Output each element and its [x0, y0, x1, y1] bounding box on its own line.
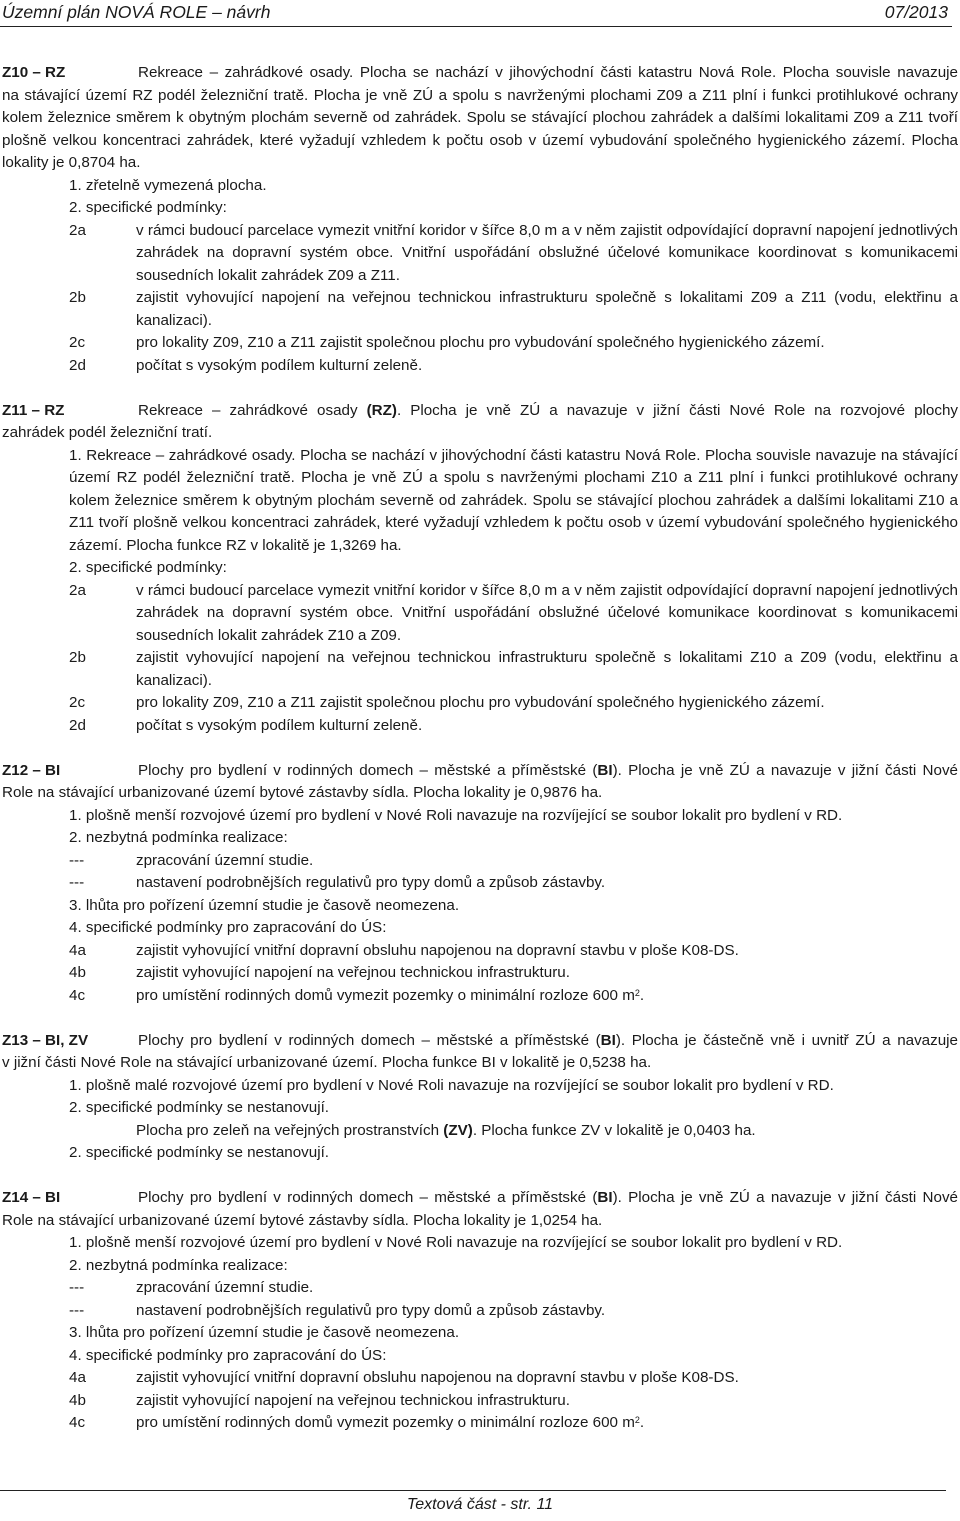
section-code: Z10 – RZ — [2, 64, 66, 81]
condition-4: 4. specifické podmínky pro zapracování do ÚS: — [69, 1346, 387, 1364]
item-key: 2b — [69, 649, 86, 666]
item-text: nastavení podrobnějších regulativů pro typy domů a způsob zástavby. — [136, 1301, 606, 1319]
condition-item — [2, 332, 958, 355]
condition-1: 1. plošně menší rozvojové území pro bydlení v Nové Roli navazuje na rozvíjející se soubor lokalit pro bydlení v RD. — [69, 1234, 843, 1251]
item-key: 4b — [69, 1391, 86, 1409]
item-key: 4b — [69, 964, 86, 981]
condition-3: 3. lhůta pro pořízení územní studie je časově neomezena. — [69, 1324, 460, 1341]
condition-item — [2, 940, 958, 963]
condition-item — [2, 580, 958, 648]
section-paragraph: v jižní části Nové Role na stávající urbanizované území. Plocha funkce BI v lokalitě je 0,5238 ha. — [2, 1054, 652, 1071]
section-heading — [2, 760, 958, 783]
document-date: 07/2013 — [884, 2, 948, 22]
condition-2b: 2. specifické podmínky se nestanovují. — [69, 1144, 330, 1161]
condition-2: 2. specifické podmínky: — [69, 559, 227, 576]
item-text: zajistit vyhovující napojení na veřejnou technickou infrastrukturu. — [136, 1391, 570, 1409]
section-paragraph: zahrádek podél železniční tratí. — [2, 424, 213, 441]
item-text: v rámci budoucí parcelace vymezit vnitřní koridor v šířce 8,0 m a v něm zajistit odpovídající dopravní napojení jednotlivých zahrádek na dopravní systém obce. Vnitřní uspořádání obslužné účelové komunikace koordinovat s komunikacemi sousedních lokalit zahrádek Z10 a Z09. — [136, 581, 958, 644]
condition-item — [2, 985, 958, 1008]
condition-item — [2, 962, 958, 985]
section-z12 — [2, 760, 958, 1008]
item-key: --- — [69, 1279, 85, 1296]
section-lead: Plochy pro bydlení v rodinných domech – městské a příměstské (BI). Plocha je vně ZÚ a navazuje v jižní části Nové — [138, 761, 958, 779]
page-number: Textová část - str. 11 — [406, 1496, 554, 1513]
item-key: 2a — [69, 221, 86, 239]
item-key: 4a — [69, 1369, 86, 1386]
item-key: 2d — [69, 716, 86, 734]
section-lead: Plochy pro bydlení v rodinných domech – městské a příměstské (BI). Plocha je částečně vně i uvnitř ZÚ a navazuje — [138, 1031, 958, 1049]
item-text: nastavení podrobnějších regulativů pro typy domů a způsob zástavby. — [136, 874, 606, 891]
section-heading — [2, 1187, 958, 1210]
section-heading — [2, 62, 958, 85]
document-title: Územní plán NOVÁ ROLE – návrh — [2, 2, 271, 22]
item-text: v rámci budoucí parcelace vymezit vnitřní koridor v šířce 8,0 m a v něm zajistit odpovídající dopravní napojení jednotlivých zahrádek na dopravní systém obce. Vnitřní uspořádání obslužné účelové komunikace koordinovat s komunikacemi sousedních lokalit zahrádek Z09 a Z11. — [136, 221, 958, 284]
item-key: 2b — [69, 289, 86, 306]
footer-divider — [0, 1490, 946, 1491]
condition-2: 2. specifické podmínky: — [69, 199, 227, 216]
item-key: 2d — [69, 356, 86, 374]
dash-item — [2, 1300, 958, 1323]
condition-item — [2, 692, 958, 715]
item-key: 2c — [69, 694, 86, 711]
condition-1: 1. plošně malé rozvojové území pro bydlení v Nové Roli navazuje na rozvíjející se soubor lokalit pro bydlení v RD. — [69, 1076, 834, 1094]
condition-item — [2, 647, 958, 692]
item-text: pro lokality Z09, Z10 a Z11 zajistit společnou plochu pro vybudování společného hygienického zázemí. — [136, 694, 825, 711]
item-key: --- — [69, 851, 85, 869]
item-key: 4a — [69, 941, 86, 959]
dash-item — [2, 850, 958, 873]
item-text: zajistit vyhovující napojení na veřejnou technickou infrastrukturu. — [136, 964, 570, 981]
page-content — [2, 62, 958, 1457]
section-paragraph: na stávající území RZ podél železniční tratě. Plocha je vně ZÚ a spolu s navrženými plochami Z09 a Z11 plní i funkci protihlukové ochrany kolem železnice směrem k obytným plochám severně od zahrádek. Spolu se stávající plochou zahrádek a dalšími lokalitami Z09 a Z11 tvoří plošně velkou koncentraci zahrádek, které vyžadují vzhledem k počtu osob v území vybudování společného hygienického zázemí. Plocha lokality je 0,8704 ha. — [2, 86, 958, 171]
section-code: Z14 – BI — [2, 1189, 61, 1206]
section-z13 — [2, 1030, 958, 1165]
item-key: 4c — [69, 986, 86, 1004]
section-paragraph: Role na stávající urbanizované území bytové zástavby sídla. Plocha lokality je 1,0254 ha. — [2, 1211, 603, 1229]
condition-2: 2. specifické podmínky se nestanovují. — [69, 1099, 330, 1116]
page-footer — [0, 1480, 960, 1521]
section-paragraph: Role na stávající urbanizované území bytové zástavby sídla. Plocha lokality je 0,9876 ha. — [2, 784, 603, 801]
item-text: zajistit vyhovující napojení na veřejnou technickou infrastrukturu společně s lokalitami Z10 a Z09 (vodu, elektřinu a kanalizaci). — [136, 649, 958, 689]
zv-paragraph: Plocha pro zeleň na veřejných prostranstvích (ZV). Plocha funkce ZV v lokalitě je 0,0403 ha. — [136, 1121, 756, 1139]
condition-1: 1. zřetelně vymezená plocha. — [69, 176, 267, 194]
item-text: pro umístění rodinných domů vymezit pozemky o minimální rozloze 600 $m^2$. — [136, 986, 645, 1004]
item-text: pro umístění rodinných domů vymezit pozemky o minimální rozloze 600 $m^2$. — [136, 1414, 645, 1431]
item-text: počítat s vysokým podílem kulturní zeleně. — [136, 716, 423, 734]
condition-4: 4. specifické podmínky pro zapracování do ÚS: — [69, 919, 387, 936]
item-text: zpracování územní studie. — [136, 851, 314, 869]
section-heading — [2, 1030, 958, 1053]
condition-item — [2, 220, 958, 288]
section-heading — [2, 400, 958, 423]
section-code: Z12 – BI — [2, 761, 61, 779]
item-key: --- — [69, 1301, 85, 1319]
item-key: 2c — [69, 334, 86, 351]
condition-item — [2, 1367, 958, 1390]
item-key: 4c — [69, 1414, 86, 1431]
section-z10 — [2, 62, 958, 377]
item-key: 2a — [69, 581, 86, 599]
condition-item — [2, 715, 958, 738]
header-divider — [0, 26, 952, 27]
item-text: zajistit vyhovující vnitřní dopravní obsluhu napojenou na dopravní stavbu v ploše K08-DS. — [136, 941, 739, 959]
section-lead: Rekreace – zahrádkové osady. Plocha se nachází v jihovýchodní části katastru Nová Role. Plocha souvisle navazuje — [138, 64, 958, 81]
item-text: zajistit vyhovující napojení na veřejnou technickou infrastrukturu společně s lokalitami Z09 a Z11 (vodu, elektřinu a kanalizaci). — [136, 289, 958, 329]
condition-item — [2, 1390, 958, 1413]
condition-item — [2, 355, 958, 378]
section-z14 — [2, 1187, 958, 1435]
item-text: pro lokality Z09, Z10 a Z11 zajistit společnou plochu pro vybudování společného hygienického zázemí. — [136, 334, 825, 351]
item-text: počítat s vysokým podílem kulturní zeleně. — [136, 356, 423, 374]
condition-1: 1. plošně menší rozvojové území pro bydlení v Nové Roli navazuje na rozvíjející se soubor lokalit pro bydlení v RD. — [69, 806, 843, 824]
condition-3: 3. lhůta pro pořízení územní studie je časově neomezena. — [69, 896, 460, 914]
condition-2: 2. nezbytná podmínka realizace: — [69, 1256, 288, 1274]
condition-2: 2. nezbytná podmínka realizace: — [69, 829, 288, 846]
item-text: zpracování územní studie. — [136, 1279, 314, 1296]
condition-item — [2, 287, 958, 332]
section-lead: Plochy pro bydlení v rodinných domech – městské a příměstské (BI). Plocha je vně ZÚ a navazuje v jižní části Nové — [138, 1189, 958, 1206]
condition-item — [2, 1412, 958, 1435]
section-code: Z13 – BI, ZV — [2, 1031, 89, 1049]
item-key: --- — [69, 874, 85, 891]
item-text: zajistit vyhovující vnitřní dopravní obsluhu napojenou na dopravní stavbu v ploše K08-DS. — [136, 1369, 739, 1386]
section-z11 — [2, 400, 958, 738]
dash-item — [2, 1277, 958, 1300]
dash-item — [2, 872, 958, 895]
section-lead: Rekreace – zahrádkové osady (RZ). Plocha je vně ZÚ a navazuje v jižní části Nové Role na rozvojové plochy — [138, 401, 958, 419]
page-header — [0, 0, 960, 32]
condition-1: 1. Rekreace – zahrádkové osady. Plocha se nachází v jihovýchodní části katastru Nová Role. Plocha souvisle navazuje na stávající území RZ podél železniční tratě. Plocha je vně ZÚ a spolu s navrženými plochami Z10 a Z11 plní i funkci protihlukové ochrany kolem železnice směrem k obytným plochám severně od zahrádek. Spolu se stávající plochou zahrádek a dalšími lokalitami Z10 a Z11 tvoří plošně velkou koncentraci zahrádek, které vyžadují vzhledem k počtu osob v území vybudování společného hygienického zázemí. Plocha funkce RZ v lokalitě je 1,3269 ha. — [69, 446, 958, 554]
section-code: Z11 – RZ — [2, 401, 65, 419]
